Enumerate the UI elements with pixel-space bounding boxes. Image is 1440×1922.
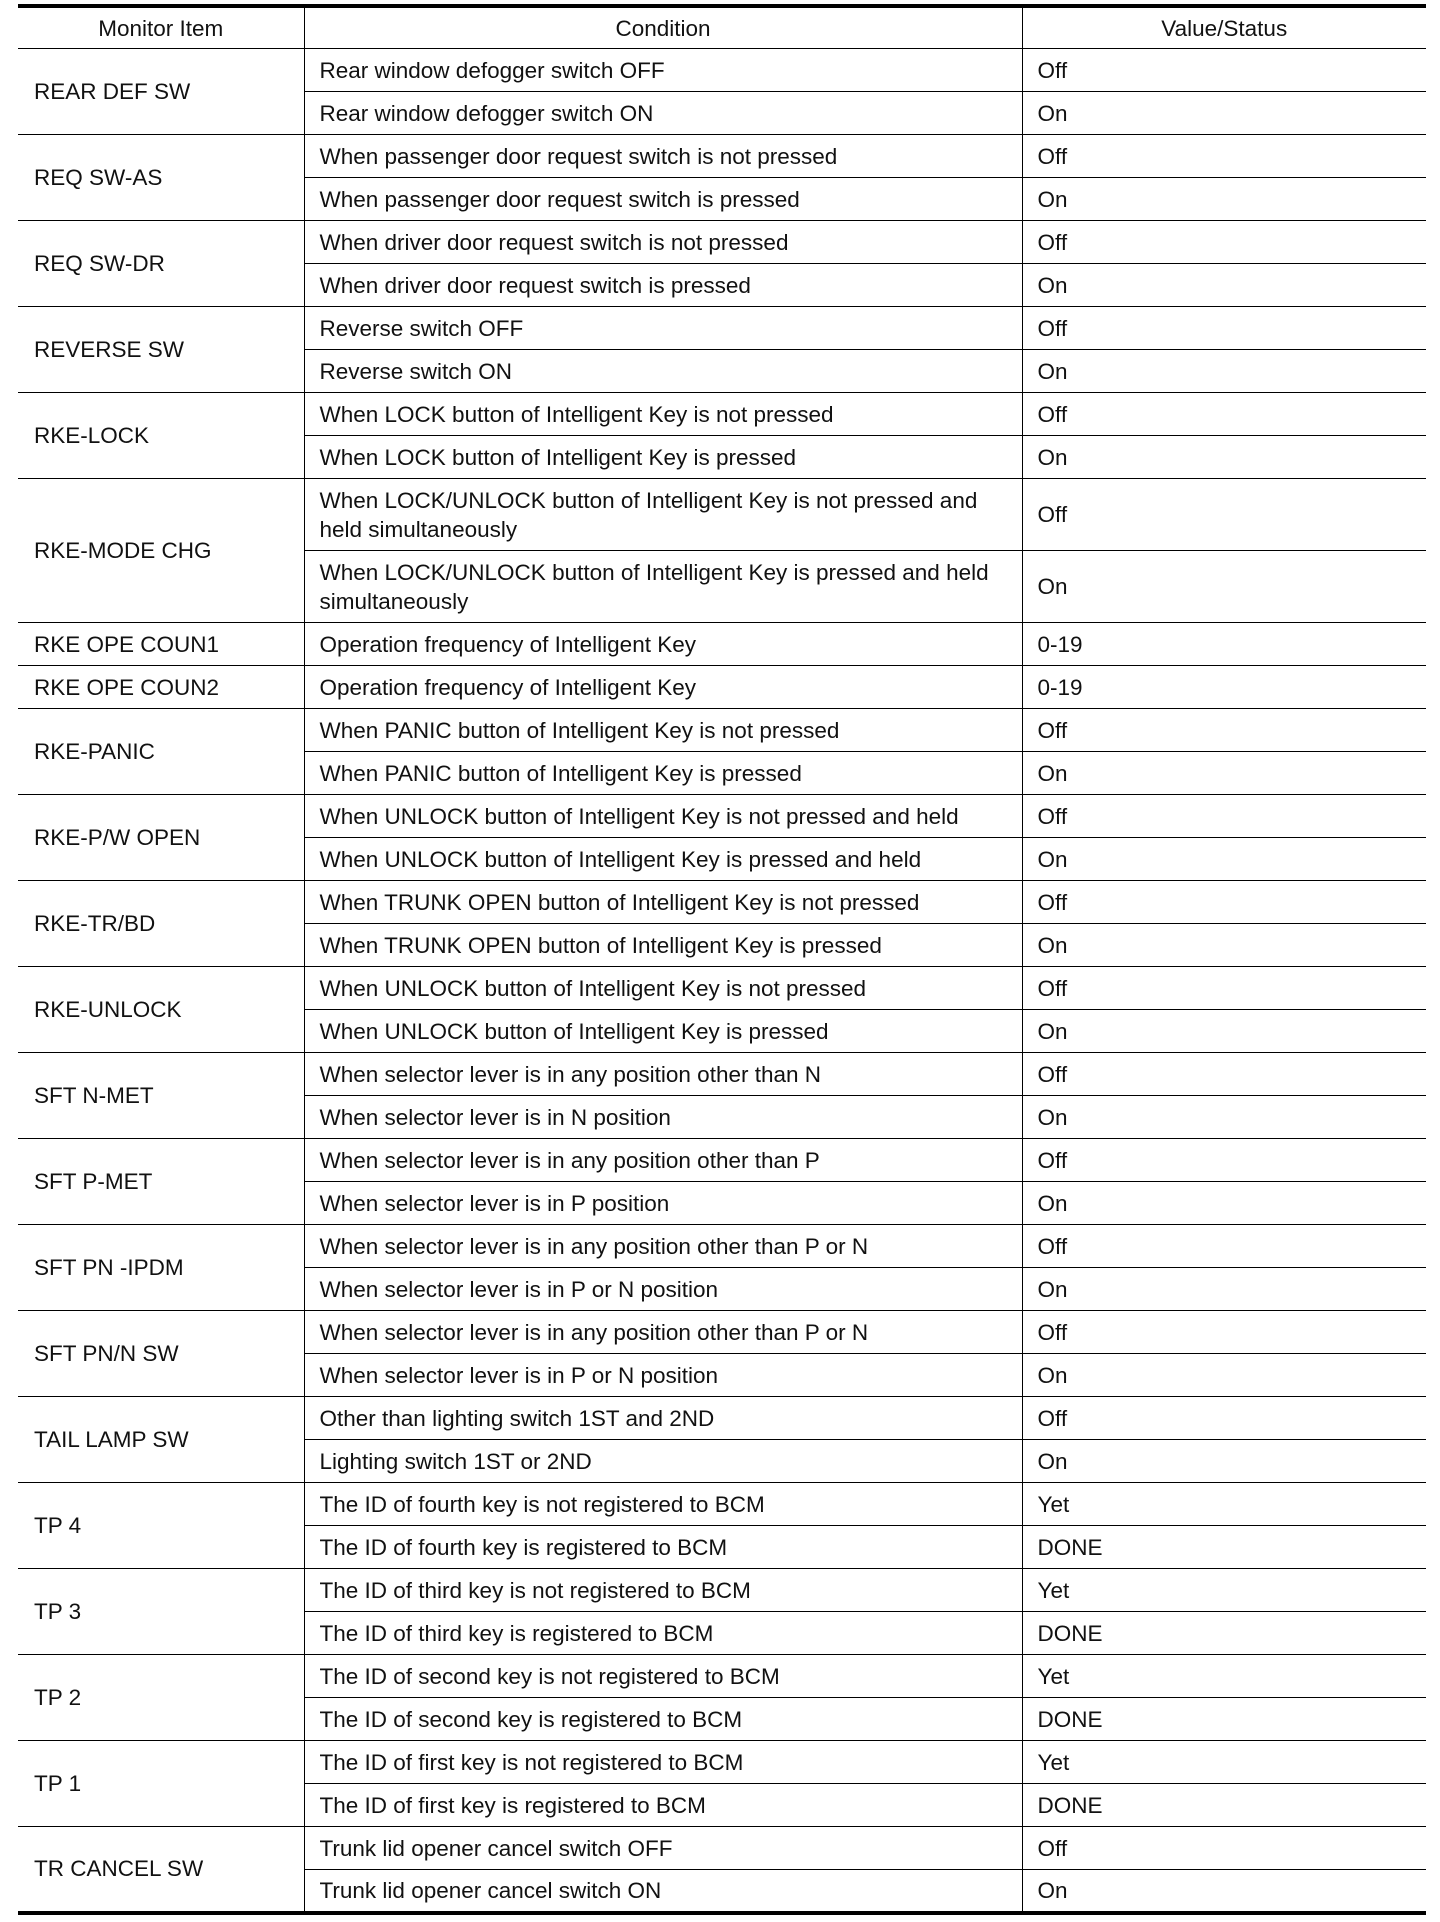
value-status-cell: Off [1022, 1827, 1426, 1870]
condition-cell: When UNLOCK button of Intelligent Key is not pressed [304, 967, 1022, 1010]
condition-cell: Reverse switch ON [304, 350, 1022, 393]
monitor-item-cell: TP 3 [18, 1569, 304, 1655]
condition-cell: Rear window defogger switch ON [304, 92, 1022, 135]
condition-cell: When passenger door request switch is not pressed [304, 135, 1022, 178]
condition-cell: When selector lever is in P or N position [304, 1268, 1022, 1311]
value-status-cell: 0-19 [1022, 623, 1426, 666]
value-status-cell: Off [1022, 393, 1426, 436]
condition-cell: When driver door request switch is pressed [304, 264, 1022, 307]
monitor-item-cell: RKE-PANIC [18, 709, 304, 795]
value-status-cell: Off [1022, 221, 1426, 264]
condition-cell: When passenger door request switch is pressed [304, 178, 1022, 221]
value-status-cell: On [1022, 350, 1426, 393]
value-status-cell: On [1022, 178, 1426, 221]
condition-cell: The ID of fourth key is not registered to BCM [304, 1483, 1022, 1526]
value-status-cell: On [1022, 1870, 1426, 1913]
condition-cell: The ID of second key is not registered to BCM [304, 1655, 1022, 1698]
value-status-cell: On [1022, 752, 1426, 795]
value-status-cell: Off [1022, 307, 1426, 350]
value-status-cell: On [1022, 1440, 1426, 1483]
value-status-cell: On [1022, 1182, 1426, 1225]
value-status-cell: Off [1022, 795, 1426, 838]
table-row [18, 1569, 1426, 1612]
header-value-status: Value/Status [1022, 6, 1426, 49]
monitor-item-cell: RKE-TR/BD [18, 881, 304, 967]
table-row [18, 49, 1426, 92]
monitor-item-cell: RKE-MODE CHG [18, 479, 304, 623]
table-row [18, 307, 1426, 350]
monitor-item-cell: SFT PN/N SW [18, 1311, 304, 1397]
value-status-cell: Off [1022, 967, 1426, 1010]
condition-cell: When TRUNK OPEN button of Intelligent Key is pressed [304, 924, 1022, 967]
monitor-item-cell: RKE OPE COUN1 [18, 623, 304, 666]
monitor-item-cell: SFT PN -IPDM [18, 1225, 304, 1311]
condition-cell: When UNLOCK button of Intelligent Key is not pressed and held [304, 795, 1022, 838]
table-row [18, 1053, 1426, 1096]
value-status-cell: Yet [1022, 1569, 1426, 1612]
value-status-cell: Off [1022, 881, 1426, 924]
condition-cell: When PANIC button of Intelligent Key is not pressed [304, 709, 1022, 752]
monitor-item-cell: REQ SW-AS [18, 135, 304, 221]
value-status-cell: Off [1022, 1139, 1426, 1182]
table-row [18, 135, 1426, 178]
table-row [18, 1741, 1426, 1784]
table-row [18, 666, 1426, 709]
value-status-cell: Off [1022, 1311, 1426, 1354]
condition-cell: When PANIC button of Intelligent Key is pressed [304, 752, 1022, 795]
value-status-cell: DONE [1022, 1612, 1426, 1655]
value-status-cell: On [1022, 838, 1426, 881]
monitor-item-cell: RKE OPE COUN2 [18, 666, 304, 709]
monitor-item-cell: SFT P-MET [18, 1139, 304, 1225]
monitor-item-cell: TR CANCEL SW [18, 1827, 304, 1913]
value-status-cell: DONE [1022, 1698, 1426, 1741]
header-monitor-item: Monitor Item [18, 6, 304, 49]
condition-cell: The ID of fourth key is registered to BCM [304, 1526, 1022, 1569]
value-status-cell: On [1022, 551, 1426, 623]
value-status-cell: On [1022, 436, 1426, 479]
monitor-item-cell: TP 2 [18, 1655, 304, 1741]
value-status-cell: On [1022, 1268, 1426, 1311]
table-row [18, 1655, 1426, 1698]
condition-cell: When selector lever is in any position other than P [304, 1139, 1022, 1182]
condition-cell: Operation frequency of Intelligent Key [304, 666, 1022, 709]
table-row [18, 221, 1426, 264]
table-row [18, 1483, 1426, 1526]
monitor-item-cell: REVERSE SW [18, 307, 304, 393]
condition-cell: The ID of third key is not registered to BCM [304, 1569, 1022, 1612]
monitor-item-cell: RKE-P/W OPEN [18, 795, 304, 881]
condition-cell: The ID of first key is not registered to BCM [304, 1741, 1022, 1784]
table-row [18, 881, 1426, 924]
monitor-item-cell: REAR DEF SW [18, 49, 304, 135]
table-row [18, 623, 1426, 666]
monitor-item-cell: SFT N-MET [18, 1053, 304, 1139]
table-row [18, 393, 1426, 436]
value-status-cell: On [1022, 924, 1426, 967]
table-row [18, 1311, 1426, 1354]
condition-cell: When selector lever is in any position other than P or N [304, 1311, 1022, 1354]
value-status-cell: On [1022, 1010, 1426, 1053]
value-status-cell: Off [1022, 479, 1426, 551]
header-condition: Condition [304, 6, 1022, 49]
table-row [18, 479, 1426, 551]
condition-cell: When UNLOCK button of Intelligent Key is pressed [304, 1010, 1022, 1053]
value-status-cell: Off [1022, 1397, 1426, 1440]
table-row [18, 1827, 1426, 1870]
value-status-cell: Off [1022, 135, 1426, 178]
monitor-item-cell: TP 1 [18, 1741, 304, 1827]
table-row [18, 709, 1426, 752]
table-row [18, 1139, 1426, 1182]
condition-cell: When driver door request switch is not pressed [304, 221, 1022, 264]
condition-cell: Operation frequency of Intelligent Key [304, 623, 1022, 666]
table-row [18, 1397, 1426, 1440]
condition-cell: When LOCK/UNLOCK button of Intelligent Key is pressed and held simultaneously [304, 551, 1022, 623]
value-status-cell: On [1022, 92, 1426, 135]
condition-cell: Reverse switch OFF [304, 307, 1022, 350]
condition-cell: When selector lever is in N position [304, 1096, 1022, 1139]
value-status-cell: Yet [1022, 1655, 1426, 1698]
condition-cell: When LOCK/UNLOCK button of Intelligent Key is not pressed and held simultaneously [304, 479, 1022, 551]
condition-cell: Lighting switch 1ST or 2ND [304, 1440, 1022, 1483]
condition-cell: The ID of second key is registered to BCM [304, 1698, 1022, 1741]
value-status-cell: Off [1022, 1225, 1426, 1268]
condition-cell: Other than lighting switch 1ST and 2ND [304, 1397, 1022, 1440]
value-status-cell: Yet [1022, 1741, 1426, 1784]
value-status-cell: Yet [1022, 1483, 1426, 1526]
condition-cell: When selector lever is in P position [304, 1182, 1022, 1225]
value-status-cell: Off [1022, 49, 1426, 92]
monitor-item-cell: RKE-LOCK [18, 393, 304, 479]
condition-cell: When selector lever is in any position other than P or N [304, 1225, 1022, 1268]
table-body [18, 49, 1426, 1913]
condition-cell: The ID of third key is registered to BCM [304, 1612, 1022, 1655]
monitor-item-cell: TP 4 [18, 1483, 304, 1569]
table-row [18, 1225, 1426, 1268]
table-header-row [18, 6, 1426, 49]
value-status-cell: On [1022, 1354, 1426, 1397]
condition-cell: The ID of first key is registered to BCM [304, 1784, 1022, 1827]
condition-cell: When LOCK button of Intelligent Key is not pressed [304, 393, 1022, 436]
condition-cell: When selector lever is in P or N position [304, 1354, 1022, 1397]
monitor-item-cell: REQ SW-DR [18, 221, 304, 307]
value-status-cell: 0-19 [1022, 666, 1426, 709]
monitor-item-cell: RKE-UNLOCK [18, 967, 304, 1053]
value-status-cell: On [1022, 264, 1426, 307]
condition-cell: Trunk lid opener cancel switch ON [304, 1870, 1022, 1913]
monitor-item-table [18, 4, 1426, 1915]
value-status-cell: Off [1022, 1053, 1426, 1096]
table-row [18, 967, 1426, 1010]
condition-cell: When selector lever is in any position other than N [304, 1053, 1022, 1096]
monitor-item-cell: TAIL LAMP SW [18, 1397, 304, 1483]
value-status-cell: On [1022, 1096, 1426, 1139]
value-status-cell: Off [1022, 709, 1426, 752]
condition-cell: Rear window defogger switch OFF [304, 49, 1022, 92]
table-row [18, 795, 1426, 838]
condition-cell: When UNLOCK button of Intelligent Key is pressed and held [304, 838, 1022, 881]
condition-cell: When LOCK button of Intelligent Key is pressed [304, 436, 1022, 479]
value-status-cell: DONE [1022, 1526, 1426, 1569]
value-status-cell: DONE [1022, 1784, 1426, 1827]
condition-cell: Trunk lid opener cancel switch OFF [304, 1827, 1022, 1870]
condition-cell: When TRUNK OPEN button of Intelligent Key is not pressed [304, 881, 1022, 924]
